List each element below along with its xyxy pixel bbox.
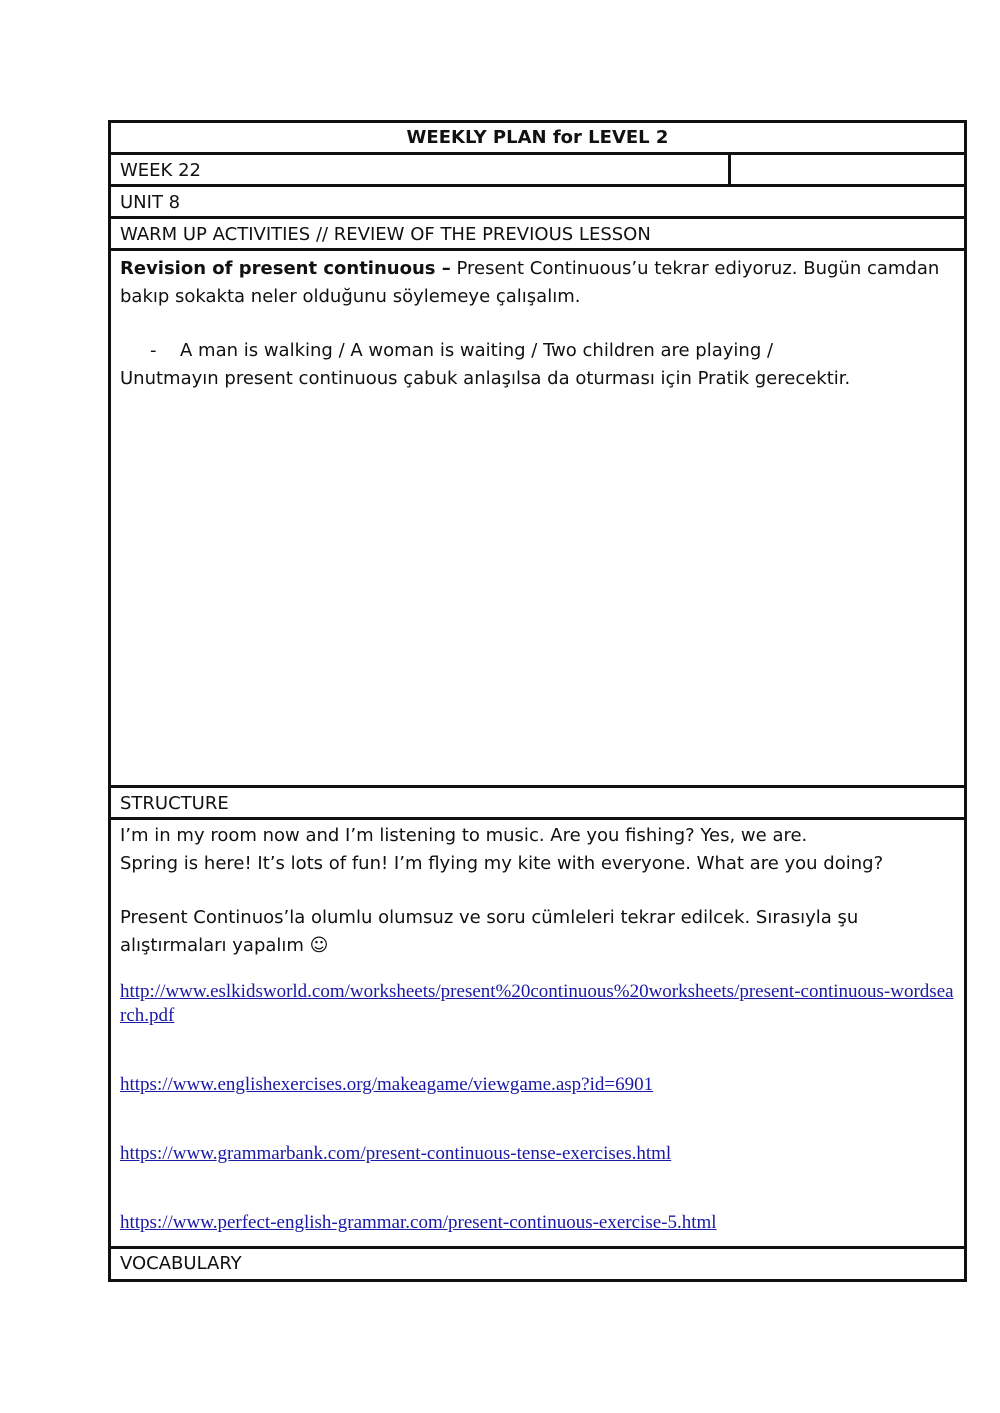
bullet-dash: - (150, 340, 157, 361)
structure-header: STRUCTURE (111, 788, 964, 820)
warmup-bullet (120, 337, 955, 365)
warmup-note: Unutmayın present continuous çabuk anlaşılsa da oturması için Pratik gerecektir. (120, 368, 851, 389)
warmup-header: WARM UP ACTIVITIES // REVIEW OF THE PREVIOUS LESSON (111, 219, 964, 251)
link-grammarbank[interactable]: https://www.grammarbank.com/present-continuous-tense-exercises.html (120, 1143, 672, 1164)
link-eslkidsworld[interactable]: http://www.eslkidsworld.com/worksheets/present%20continuous%20worksheets/present-continuous-wordsearch.pdf (120, 981, 954, 1026)
structure-line-1: I’m in my room now and I’m listening to music. Are you fishing? Yes, we are. (120, 825, 808, 846)
vocabulary-header: VOCABULARY (120, 1253, 242, 1274)
plan-title: WEEKLY PLAN for LEVEL 2 (111, 123, 964, 155)
structure-line-2: Spring is here! It’s lots of fun! I’m flying my kite with everyone. What are you doing? (120, 853, 884, 874)
week-extra-cell (731, 155, 964, 184)
structure-content (111, 820, 964, 1249)
warmup-intro (120, 255, 955, 311)
week-row (111, 155, 964, 187)
warmup-bullet-text: A man is walking / A woman is waiting / Two children are playing / (180, 340, 774, 361)
week-label: WEEK 22 (111, 155, 731, 184)
weekly-plan-table (108, 120, 967, 1282)
warmup-lead-text: Present Continuous’u tekrar ediyoruz. Bugün camdan bakıp sokakta neler olduğunu söylemeye çalışalım. (120, 258, 940, 307)
link-perfect-english-grammar[interactable]: https://www.perfect-english-grammar.com/present-continuous-exercise-5.html (120, 1212, 717, 1233)
warmup-content (111, 251, 964, 788)
link-englishexercises[interactable]: https://www.englishexercises.org/makeagame/viewgame.asp?id=6901 (120, 1074, 654, 1095)
unit-label: UNIT 8 (111, 187, 964, 219)
structure-line-3: Present Continuos’la olumlu olumsuz ve soru cümleleri tekrar edilcek. Sırasıyla şu alıştırmaları yapalım ☺ (120, 907, 859, 956)
warmup-bold-lead: Revision of present continuous – (120, 258, 451, 279)
